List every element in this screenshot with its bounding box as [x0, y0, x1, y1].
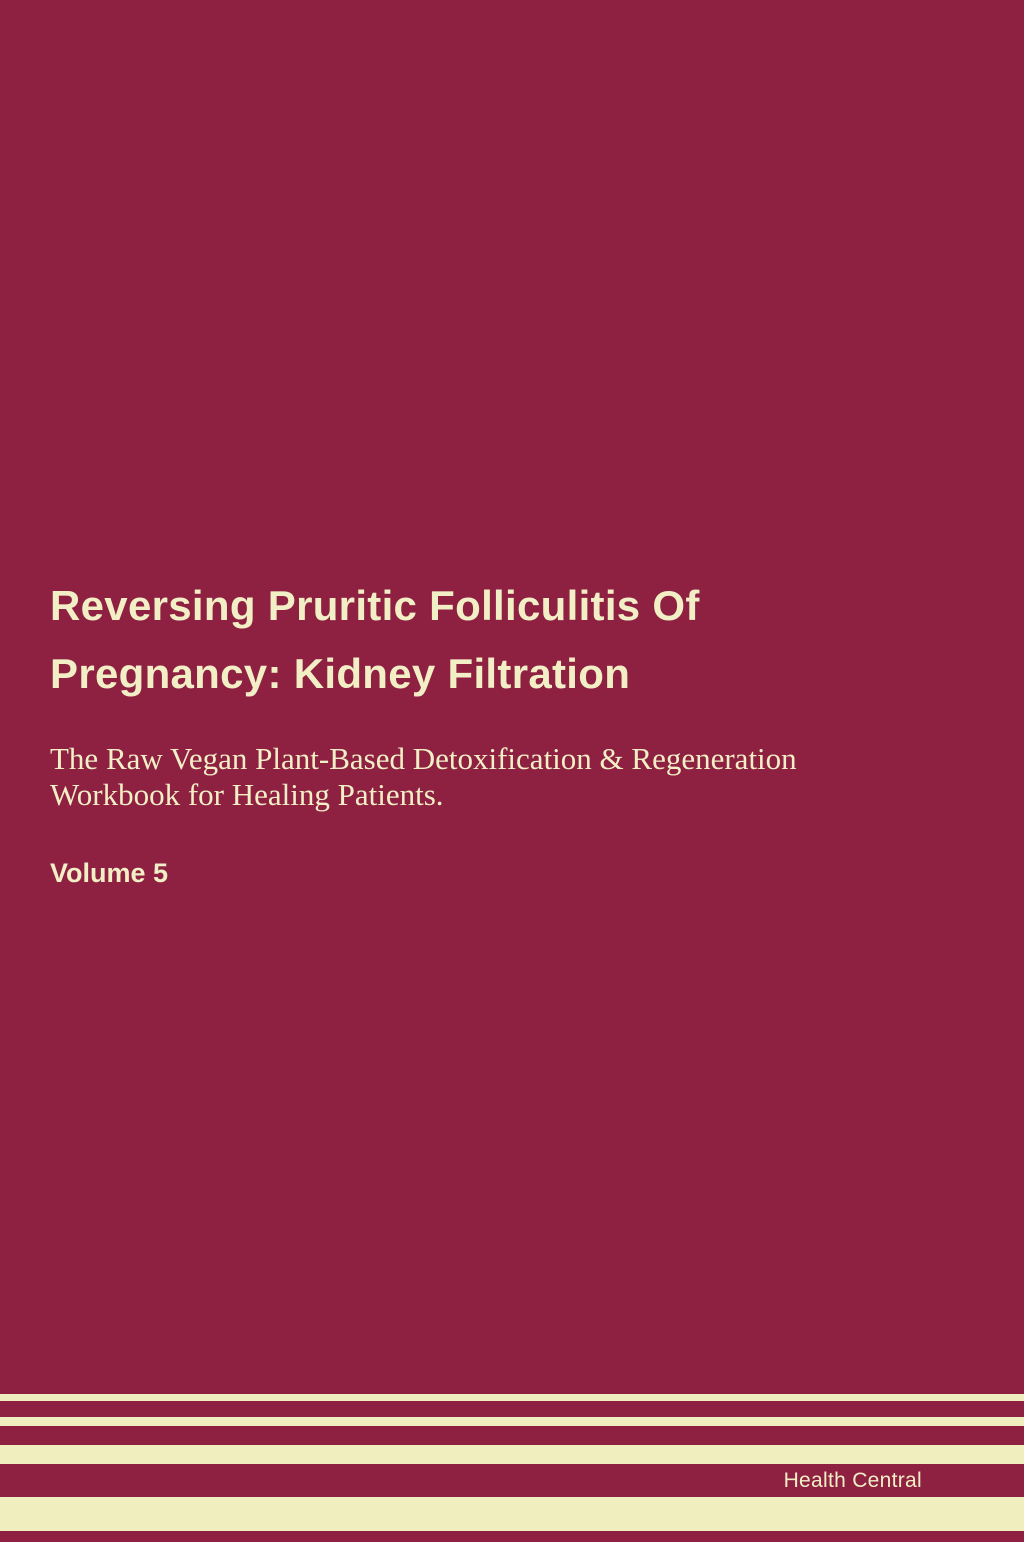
- book-subtitle: [50, 741, 1010, 813]
- publisher-name: Health Central: [783, 1468, 922, 1492]
- book-title-line-1: Reversing Pruritic Folliculitis Of: [50, 582, 700, 629]
- footer-stripe-maroon-1: [0, 1401, 1024, 1417]
- footer-stripe-maroon-2: [0, 1426, 1024, 1445]
- book-subtitle-line-1: The Raw Vegan Plant-Based Detoxification & Regeneration: [50, 741, 797, 776]
- book-title: [50, 572, 1000, 708]
- book-title-line-2: Pregnancy: Kidney Filtration: [50, 650, 631, 697]
- book-subtitle-line-2: Workbook for Healing Patients.: [50, 777, 444, 812]
- footer-publisher-band: [0, 1464, 1024, 1497]
- footer-stripe-maroon-3: [0, 1531, 1024, 1542]
- footer-stripe-cream-1: [0, 1394, 1024, 1401]
- volume-label: Volume 5: [50, 858, 169, 888]
- footer-stripe-cream-2: [0, 1417, 1024, 1426]
- footer-stripes: [0, 1394, 1024, 1542]
- footer-stripe-cream-4: [0, 1497, 1024, 1531]
- footer-stripe-cream-3: [0, 1445, 1024, 1464]
